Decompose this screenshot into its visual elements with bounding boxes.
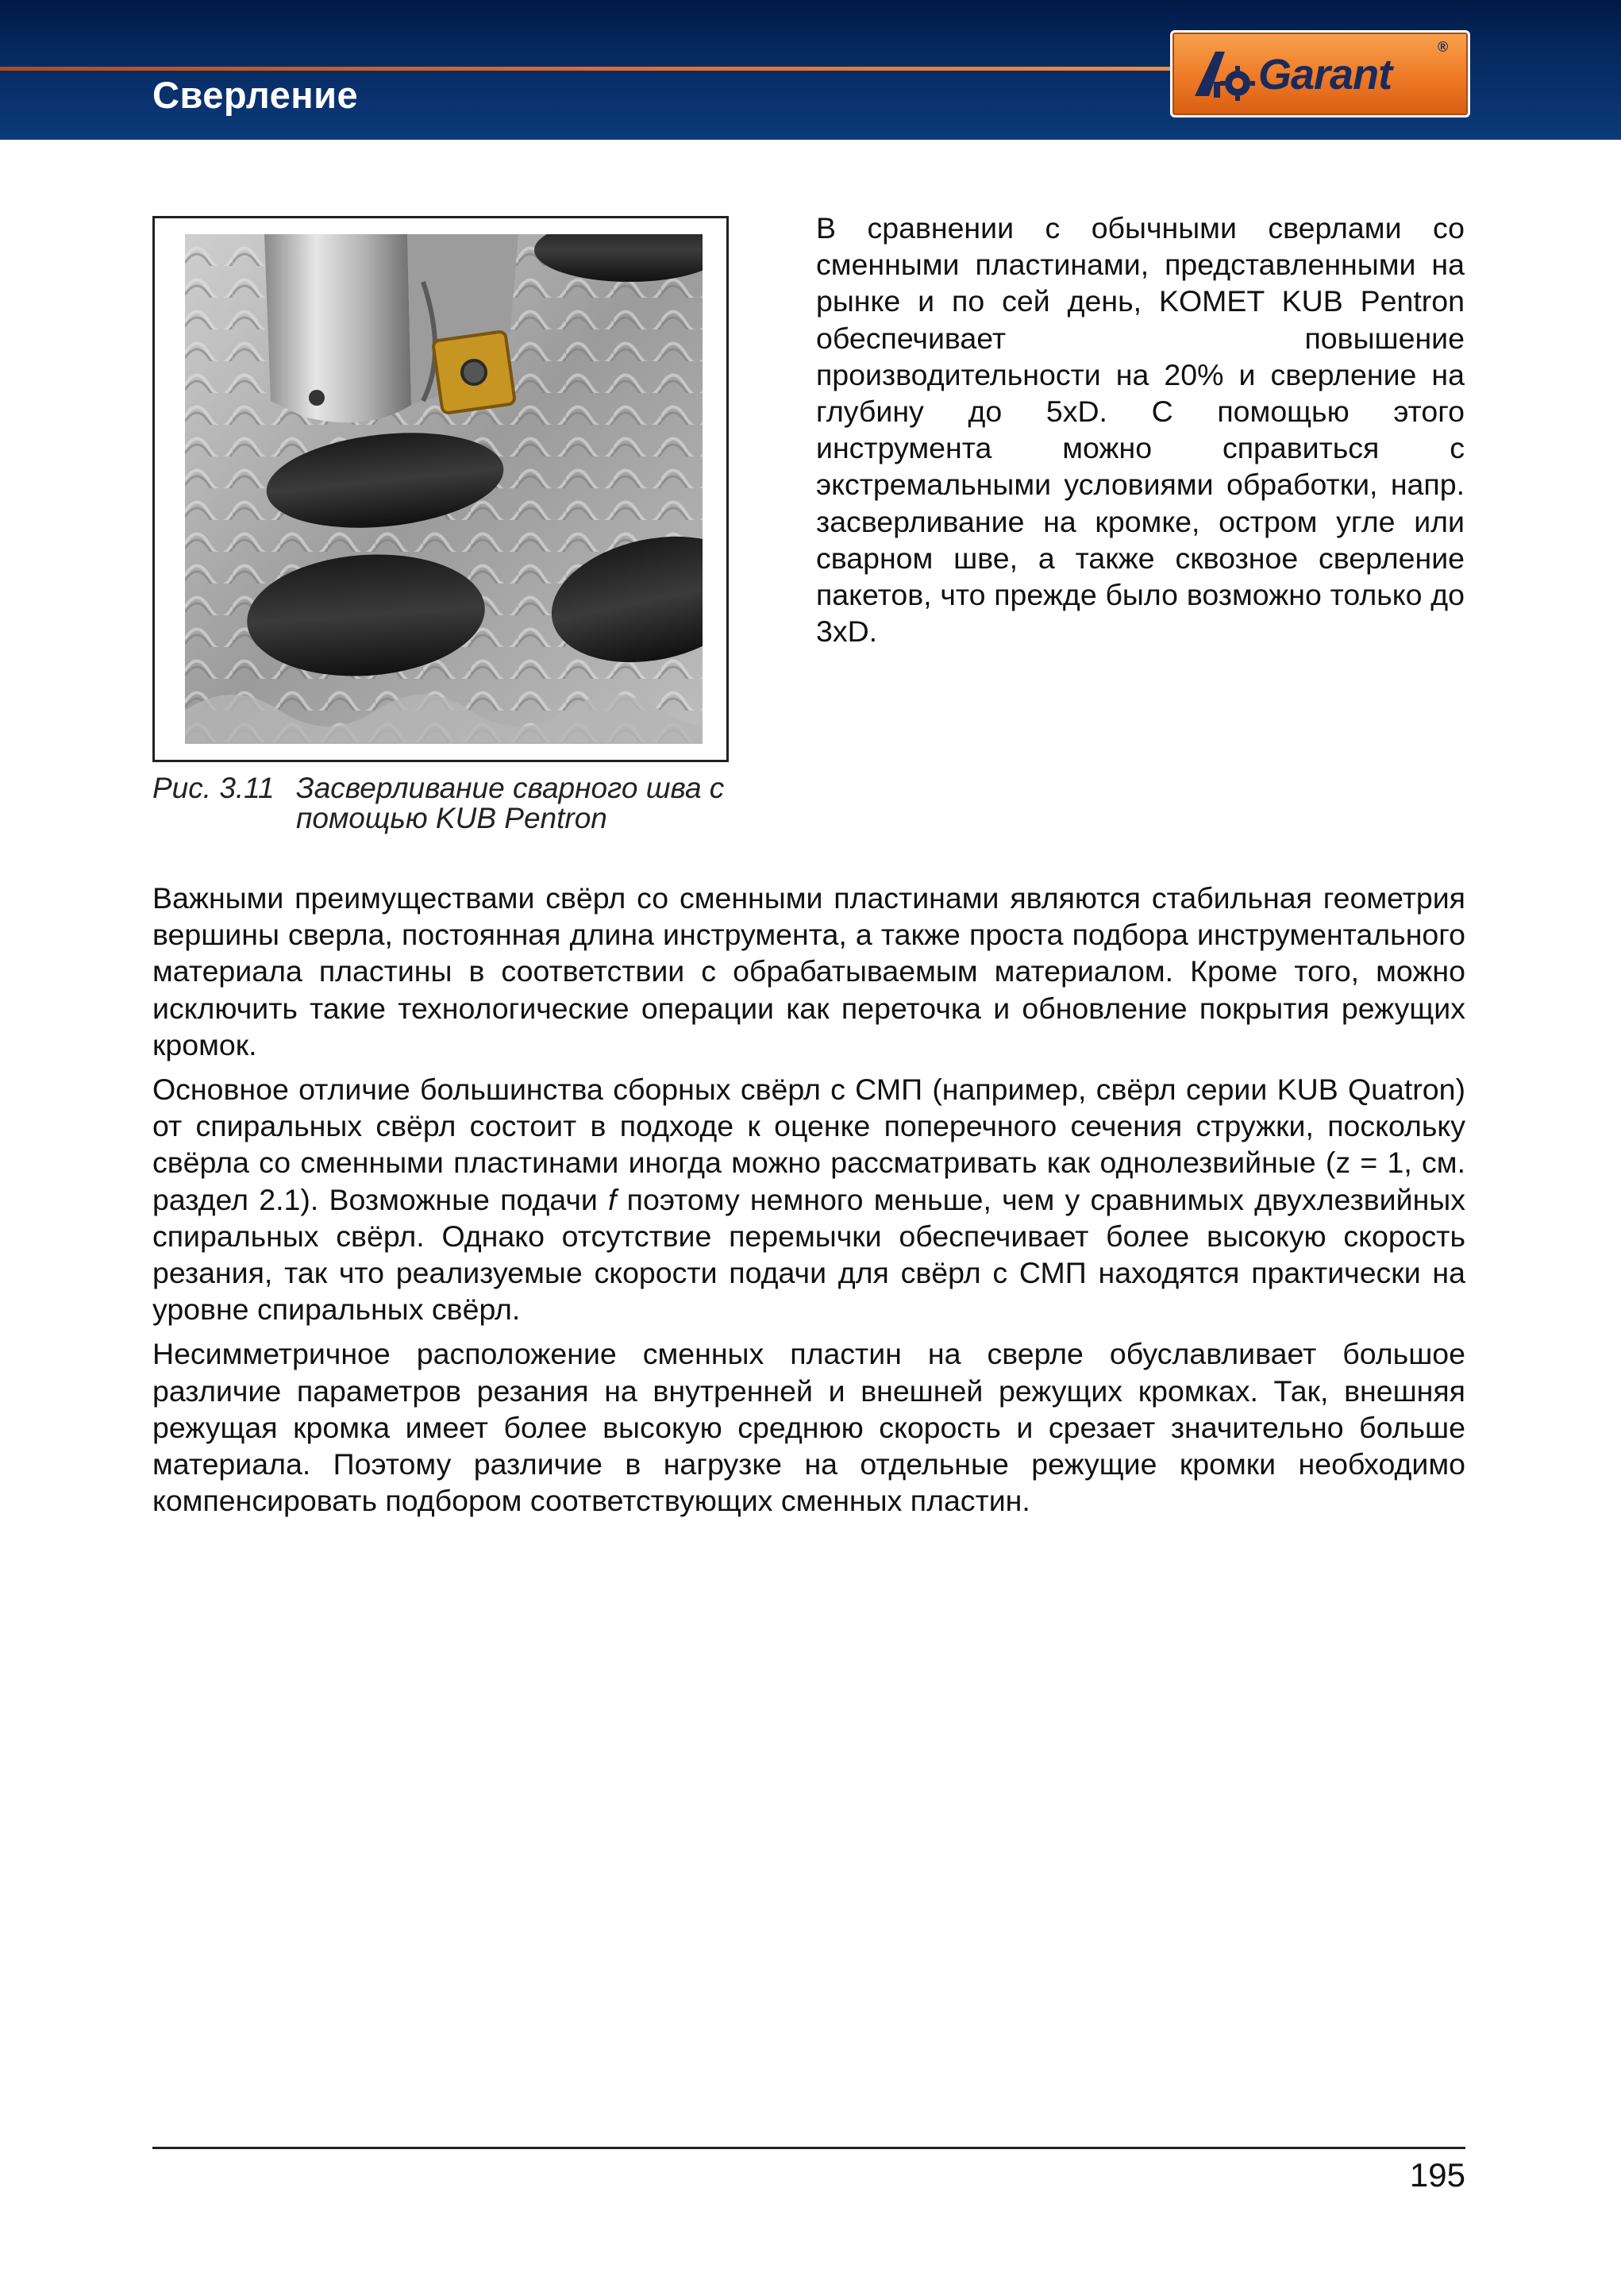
intro-paragraph: В сравнении с обычными сверлами со сменными пластинами, представленными на рынке и по сей день, KOMET KUB Pentron обеспечивает повышение производительности на 20% и сверление на глубину до 5xD. С помощью этого инструмента можно справиться с экстремальными условиями обработки, напр. засверливание на кромке, остром угле или сварном шве, а также сквозное сверление пакетов, что прежде было возможно только до 3xD.	[816, 211, 1465, 649]
body-text-block	[152, 880, 1465, 1527]
paragraph-advantages: Важными преимуществами свёрл со сменными пластинами являются стабильная геометрия вершины сверла, постоянная длина инструмента, а также проста подбора инструментального материала пластины в соответствии с обрабатываемым материалом. Кроме того, можно исключить такие технологические операции как переточка и обновление покрытия режущих кромок.	[152, 881, 1465, 1061]
caption-line-1: Засверливание сварного шва с	[296, 772, 725, 804]
figure-frame	[152, 216, 729, 762]
intro-paragraph-block	[816, 210, 1465, 657]
page-number: 195	[1409, 2156, 1465, 2194]
garant-logo	[1170, 30, 1470, 117]
footer-divider	[152, 2147, 1465, 2149]
paragraph-2-part-1: Основное отличие большинства сборных свёрл с СМП (например, свёрл серии KUB Quatron) от спиральных свёрл состоит в подходе к оценке поперечного сечения стружки, поскольку свёрла со сменными пластинами иногда можно рассматривать как однолезвийные (z = 1, см. раздел 2.1). Возможные подачи	[152, 1073, 1465, 1216]
caption-number: Рис. 3.11	[152, 772, 275, 804]
paragraph-asymmetric-inserts: Несимметричное расположение сменных пластин на сверле обуславливает большое различие параметров резания на внутренней и внешней режущих кромках. Так, внешняя режущая кромка имеет более высокую среднюю скорость и срезает значительно больше материала. Поэтому различие в нагрузке на отдельные режущие кромки необходимо компенсировать подбором соответствующих сменных пластин.	[152, 1337, 1465, 1518]
photo-illustration	[185, 234, 703, 744]
paragraph-2-part-2: поэтому немного меньше, чем у сравнимых двухлезвийных спиральных свёрл. Однако отсутствие перемычки обеспечивает более высокую скорость резания, так что реализуемые скорости подачи для свёрл с СМП находятся практически на уровне спиральных свёрл.	[152, 1182, 1465, 1327]
garant-emblem-icon	[1192, 47, 1255, 102]
logo-wordmark: Garant	[1258, 51, 1392, 98]
caption-line-2: помощью KUB Pentron	[296, 802, 607, 834]
welded-seam-drilling-photo	[185, 234, 703, 744]
figure-caption	[152, 773, 756, 834]
page-header-band	[0, 0, 1621, 140]
registered-mark: ®	[1438, 39, 1449, 55]
paragraph-feed-difference	[152, 1071, 1465, 1327]
feed-symbol: f	[608, 1182, 617, 1216]
header-accent-line	[0, 67, 1183, 71]
section-title: Сверление	[152, 74, 359, 116]
